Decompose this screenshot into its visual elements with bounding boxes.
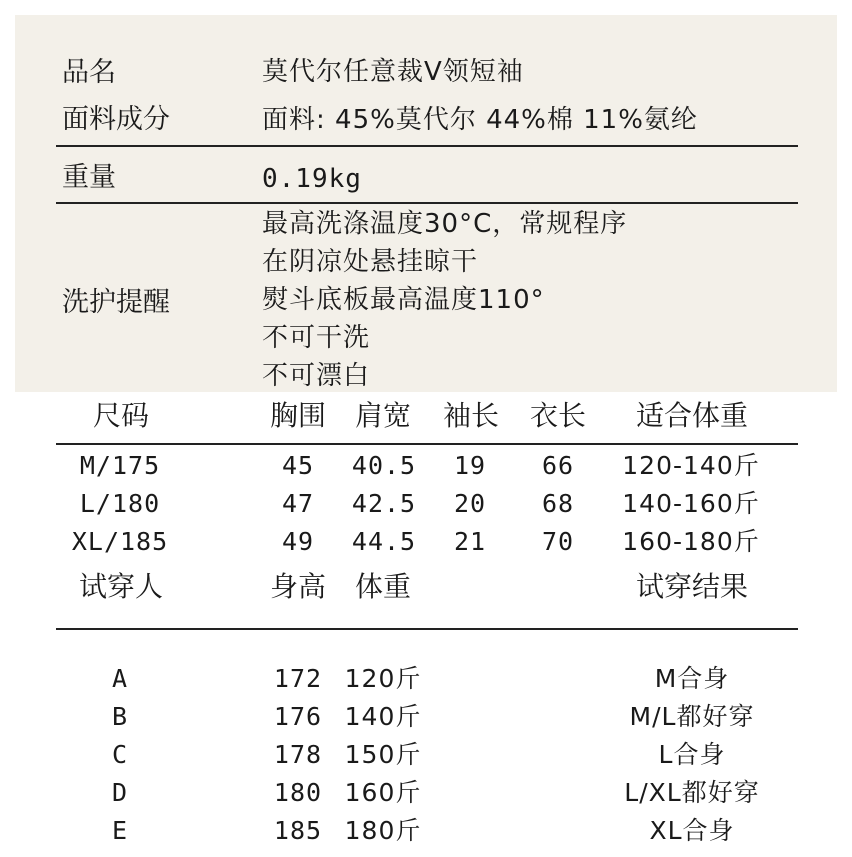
trial-cell: E (111, 816, 129, 845)
care-line: 不可漂白 (262, 361, 371, 391)
trial-cell: L合身 (658, 740, 726, 769)
size-cell: 68 (541, 489, 575, 518)
name-label: 品名 (62, 57, 116, 88)
size-cell: 45 (281, 451, 315, 480)
trial-cell: 140斤 (344, 702, 422, 731)
divider (56, 443, 798, 445)
trial-header-height: 身高 (269, 570, 327, 603)
trial-cell: 120斤 (344, 664, 422, 693)
trial-header-weight: 体重 (354, 570, 412, 603)
weight-label: 重量 (62, 162, 116, 193)
size-header-chest: 胸围 (269, 399, 327, 432)
trial-cell: 185 (273, 816, 323, 845)
size-cell: 66 (541, 451, 575, 480)
size-cell: XL/185 (71, 527, 169, 556)
trial-cell: 180 (273, 778, 323, 807)
size-header-sleeve: 袖长 (442, 399, 500, 432)
size-cell: 40.5 (351, 451, 417, 480)
trial-header-result: 试穿结果 (635, 570, 749, 603)
size-cell: 20 (453, 489, 487, 518)
size-cell: L/180 (79, 489, 161, 518)
trial-cell: 176 (273, 702, 323, 731)
name-value: 莫代尔任意裁V领短袖 (262, 57, 524, 87)
trial-cell: B (111, 702, 129, 731)
trial-cell: 178 (273, 740, 323, 769)
size-header-length: 衣长 (529, 399, 587, 432)
fabric-value: 面料: 45%莫代尔 44%棉 11%氨纶 (262, 105, 698, 135)
size-cell: 21 (453, 527, 487, 556)
size-cell: 44.5 (351, 527, 417, 556)
trial-cell: D (111, 778, 129, 807)
care-line: 熨斗底板最高温度110° (262, 285, 545, 315)
trial-cell: M合身 (654, 664, 730, 693)
trial-cell: 172 (273, 664, 323, 693)
size-header-size: 尺码 (92, 399, 150, 432)
size-header-weight: 适合体重 (635, 399, 749, 432)
trial-cell: 180斤 (344, 816, 422, 845)
weight-value: 0.19kg (262, 164, 362, 194)
size-header-shoulder: 肩宽 (354, 399, 412, 432)
size-cell: 47 (281, 489, 315, 518)
divider (56, 202, 798, 204)
size-cell: 49 (281, 527, 315, 556)
trial-cell: 150斤 (344, 740, 422, 769)
trial-cell: A (111, 664, 129, 693)
size-cell: 140-160斤 (622, 489, 760, 518)
size-cell: 160-180斤 (622, 527, 760, 556)
care-line: 不可干洗 (262, 323, 371, 353)
size-cell: 120-140斤 (622, 451, 760, 480)
trial-cell: 160斤 (344, 778, 422, 807)
care-line: 最高洗涤温度30°C，常规程序 (262, 209, 628, 239)
trial-header-person: 试穿人 (78, 570, 164, 603)
trial-cell: M/L都好穿 (629, 702, 755, 731)
size-cell: 70 (541, 527, 575, 556)
size-cell: 42.5 (351, 489, 417, 518)
trial-cell: C (111, 740, 129, 769)
divider (56, 628, 798, 630)
trial-cell: XL合身 (649, 816, 735, 845)
care-line: 在阴凉处悬挂晾干 (262, 247, 479, 277)
size-cell: 19 (453, 451, 487, 480)
care-label: 洗护提醒 (62, 287, 170, 318)
size-cell: M/175 (79, 451, 161, 480)
trial-cell: L/XL都好穿 (624, 778, 760, 807)
divider (56, 145, 798, 147)
fabric-label: 面料成分 (62, 104, 170, 135)
